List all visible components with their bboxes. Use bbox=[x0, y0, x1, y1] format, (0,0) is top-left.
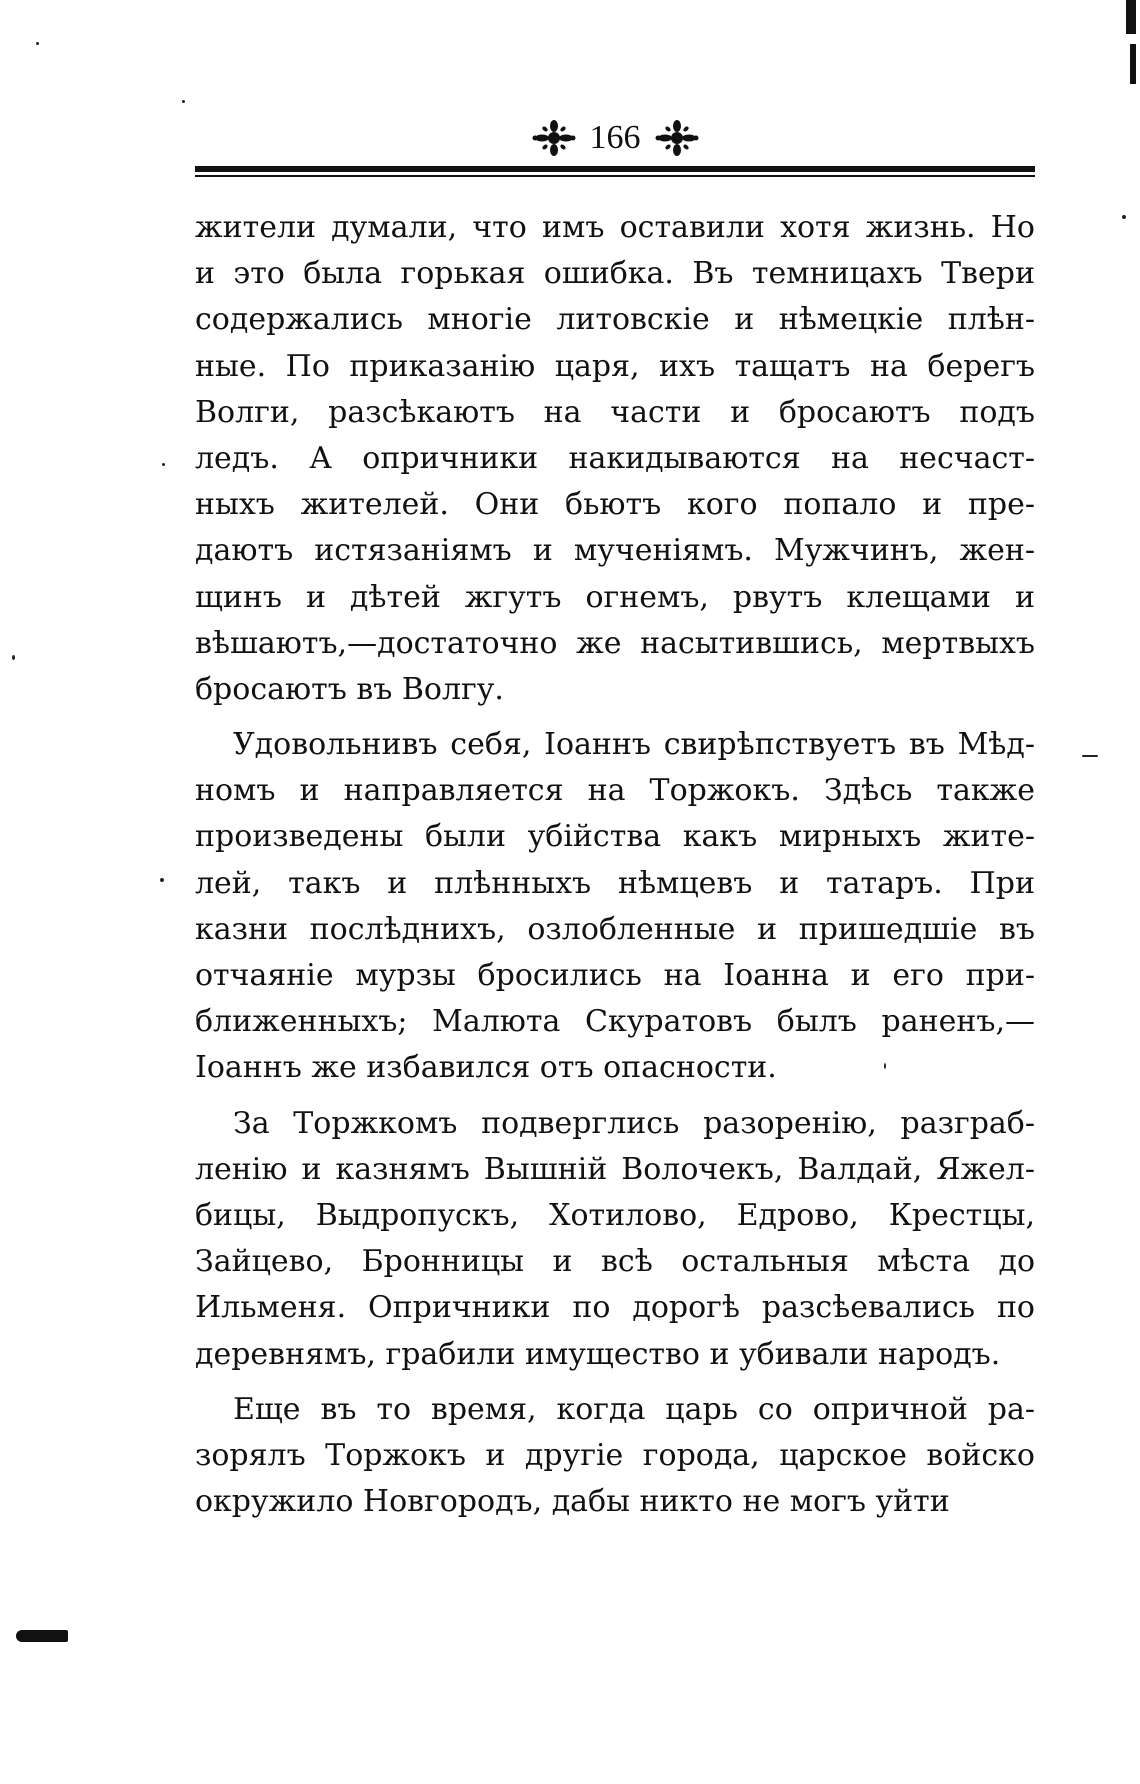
text-line: номъ и направляется на Торжокъ. Здѣсь также bbox=[195, 773, 1035, 809]
scan-speck bbox=[162, 463, 165, 466]
header-rule-thick bbox=[195, 166, 1035, 172]
scan-speck bbox=[12, 655, 15, 660]
paragraph bbox=[195, 205, 1035, 713]
text-line: ленію и казнямъ Вышній Волочекъ, Валдай, Яжел- bbox=[195, 1151, 1035, 1187]
scan-speck bbox=[182, 100, 185, 103]
page-header bbox=[195, 112, 1035, 164]
text-line: Іоаннъ же избавился отъ опасности. bbox=[195, 1050, 777, 1086]
scan-edge-mark bbox=[1130, 44, 1136, 84]
scan-edge-mark bbox=[1126, 0, 1136, 34]
paragraph bbox=[195, 1387, 1035, 1526]
text-line: жители думали, что имъ оставили хотя жизнь. Но bbox=[195, 210, 1035, 245]
text-line: ные. По приказанію царя, ихъ тащатъ на берегъ bbox=[195, 348, 1035, 384]
text-line: деревнямъ, грабили имущество и убивали народъ. bbox=[195, 1336, 1001, 1372]
text-line: За Торжкомъ подверглись разоренію, разграб- bbox=[233, 1105, 1035, 1141]
scan-speck bbox=[36, 42, 39, 45]
text-line: Зайцево, Бронницы и всѣ остальныя мѣста до bbox=[195, 1244, 1035, 1280]
header-rule-thin bbox=[195, 175, 1035, 177]
text-line: лей, такъ и плѣнныхъ нѣмцевъ и татаръ. При bbox=[195, 865, 1035, 901]
text-line: Удовольнивъ себя, Іоаннъ свирѣпствуетъ въ Мѣд- bbox=[233, 727, 1035, 763]
text-line: даютъ истязаніямъ и мученіямъ. Мужчинъ, жен- bbox=[195, 533, 1035, 569]
text-line: Еще въ то время, когда царь со опричной ра- bbox=[233, 1391, 1035, 1427]
page-number: 166 bbox=[589, 119, 641, 156]
text-line: вѣшаютъ,—достаточно же насытившись, мертвыхъ bbox=[195, 625, 1035, 661]
text-line: содержались многіе литовскіе и нѣмецкіе плѣн- bbox=[195, 302, 1035, 338]
scan-speck bbox=[1082, 755, 1098, 757]
scan-speck bbox=[884, 1063, 886, 1069]
text-line: казни послѣднихъ, озлобленные и пришедшіе въ bbox=[195, 911, 1035, 947]
text-line: ближенныхъ; Малюта Скуратовъ былъ раненъ,— bbox=[195, 1004, 1035, 1040]
floral-ornament-icon bbox=[532, 119, 576, 157]
text-line: щинъ и дѣтей жгутъ огнемъ, рвутъ клещами и bbox=[195, 579, 1035, 615]
text-line: и это была горькая ошибка. Въ темницахъ Твери bbox=[195, 256, 1035, 292]
text-line: окружило Новгородъ, дабы никто не могъ уйти bbox=[195, 1484, 950, 1520]
scan-speck bbox=[160, 878, 164, 882]
scan-edge-mark bbox=[16, 1630, 68, 1642]
text-line: отчаяніе мурзы бросились на Іоанна и его при- bbox=[195, 958, 1035, 993]
text-line: бросаютъ въ Волгу. bbox=[195, 671, 504, 707]
paragraph bbox=[195, 1101, 1035, 1378]
paragraph bbox=[195, 722, 1035, 1092]
text-line: произведены были убійства какъ мирныхъ жите- bbox=[195, 819, 1035, 855]
text-line: Ильменя. Опричники по дорогѣ разсѣевались по bbox=[195, 1290, 1035, 1326]
text-line: бицы, Выдропускъ, Хотилово, Едрово, Крестцы, bbox=[195, 1197, 1035, 1233]
text-line: Волги, разсѣкаютъ на части и бросаютъ подъ bbox=[195, 394, 1035, 430]
scan-speck bbox=[1122, 215, 1126, 219]
text-line: зорялъ Торжокъ и другіе города, царское войско bbox=[195, 1437, 1035, 1473]
text-line: ныхъ жителей. Они бьютъ кого попало и пре- bbox=[195, 487, 1035, 523]
text-line: ледъ. А опричники накидываются на несчаст- bbox=[195, 440, 1035, 476]
body-text bbox=[195, 205, 1035, 1525]
floral-ornament-icon bbox=[655, 119, 699, 157]
